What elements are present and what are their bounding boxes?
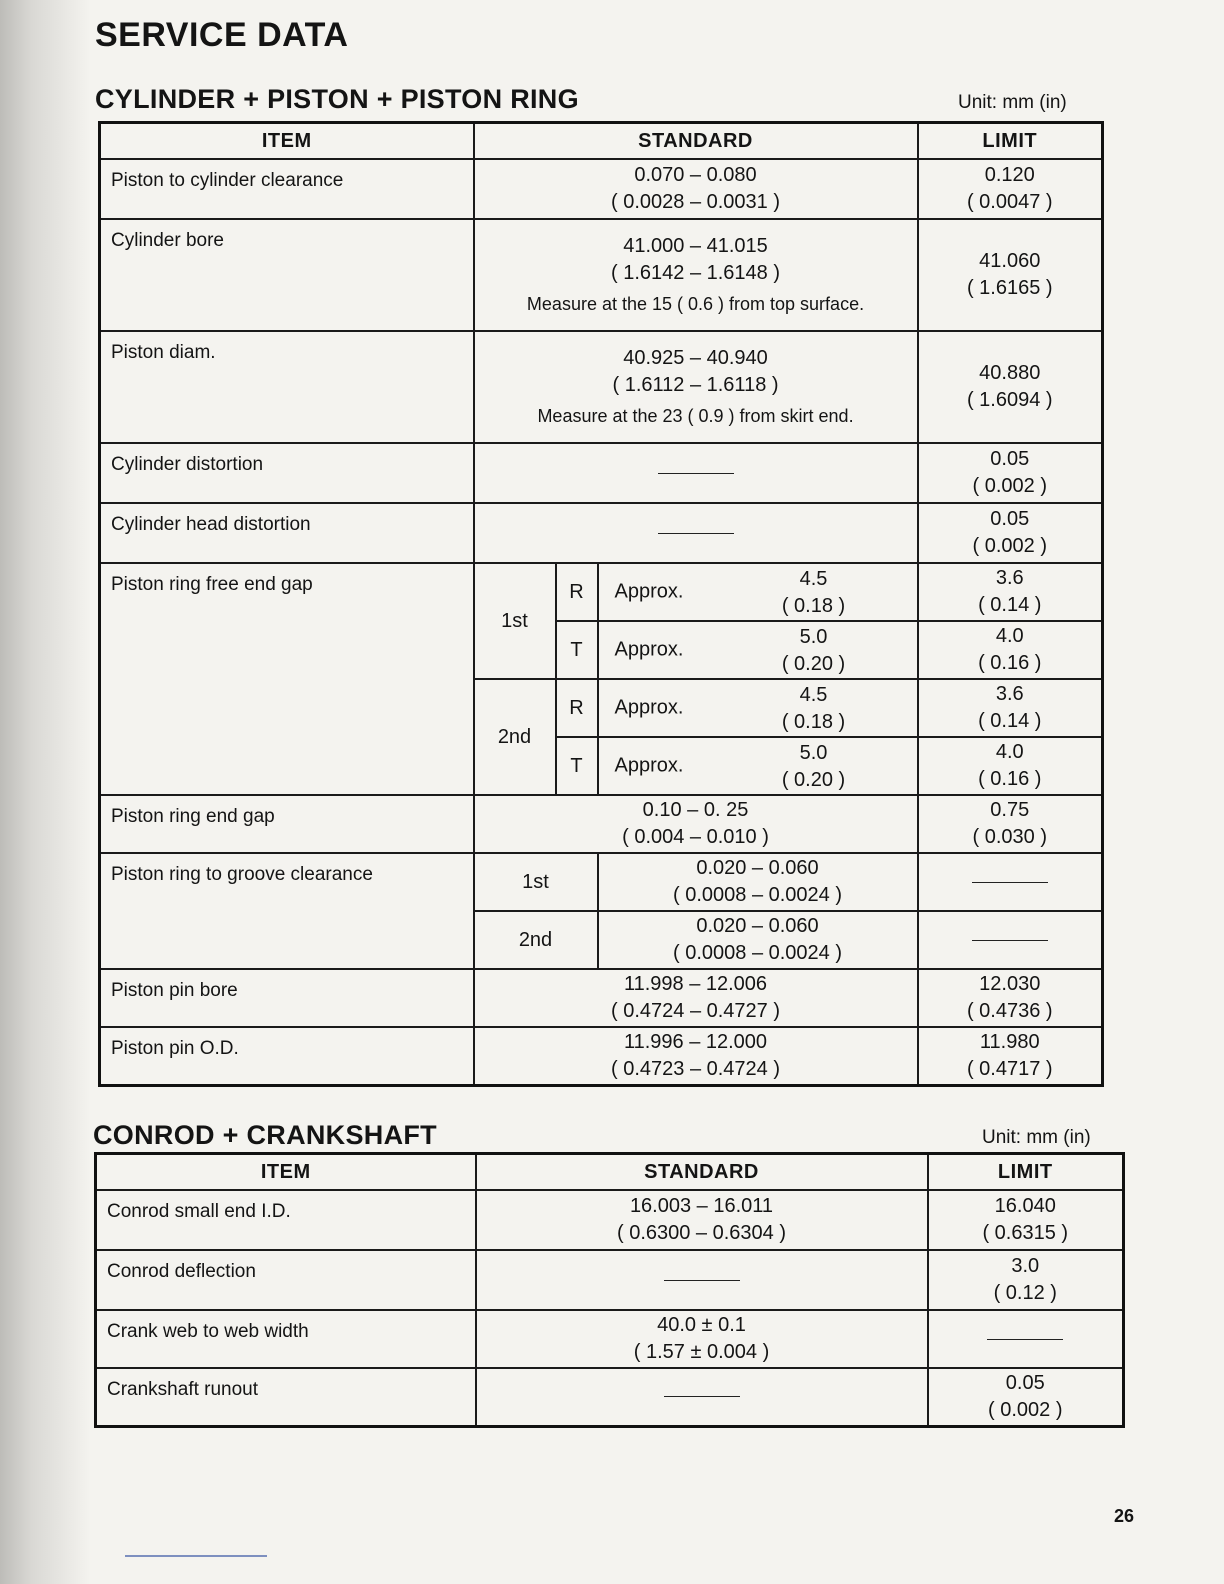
cylinder-piston-table <box>98 121 1104 1087</box>
table-row <box>96 1310 1124 1368</box>
approx-label: Approx. <box>614 754 684 777</box>
row-label: Conrod small end I.D. <box>96 1190 476 1250</box>
lim-mm: 11.980 <box>979 1030 1040 1053</box>
ring-2nd-label: 2nd <box>474 911 598 969</box>
std-mm: 16.003 – 16.011 <box>629 1195 774 1217</box>
std-mm: 11.998 – 12.006 <box>623 973 768 995</box>
table-header-row <box>96 1154 1124 1191</box>
ring-1st-label: 1st <box>474 853 598 911</box>
row-label: Piston ring end gap <box>100 795 474 853</box>
std-in: ( 1.57 ± 0.004 ) <box>633 1341 770 1363</box>
dash-line <box>658 473 734 474</box>
lim-in: ( 0.030 ) <box>972 826 1047 848</box>
standard-value <box>598 911 918 969</box>
std-in: ( 0.0028 – 0.0031 ) <box>611 191 781 213</box>
std-in: ( 0.18 ) <box>781 595 846 617</box>
ring-r-label: R <box>556 563 598 621</box>
lim-mm: 3.6 <box>995 683 1024 705</box>
table-row <box>100 795 1103 853</box>
row-label: Conrod deflection <box>96 1250 476 1310</box>
row-label: Cylinder distortion <box>100 443 474 503</box>
standard-value <box>476 1190 928 1250</box>
table-row <box>100 969 1103 1027</box>
lim-mm: 4.0 <box>995 741 1024 763</box>
std-mm: 5.0 <box>799 626 828 648</box>
limit-value <box>918 679 1103 737</box>
lim-in: ( 0.16 ) <box>978 768 1042 790</box>
limit-value <box>928 1250 1124 1310</box>
lim-mm: 16.040 <box>994 1195 1056 1217</box>
standard-value <box>598 853 918 911</box>
table-row <box>100 1027 1103 1085</box>
limit-value <box>918 737 1103 795</box>
std-in: ( 1.6112 – 1.6118 ) <box>612 373 779 396</box>
std-mm: 0.020 – 0.060 <box>696 857 819 879</box>
standard-value <box>474 795 918 853</box>
lim-mm: 3.0 <box>1011 1255 1040 1277</box>
std-mm: 5.0 <box>799 742 828 764</box>
lim-in: ( 0.0047 ) <box>966 191 1053 213</box>
limit-value <box>918 331 1103 443</box>
limit-value <box>918 795 1103 853</box>
standard-value <box>474 1027 918 1085</box>
ring-t-label: T <box>556 737 598 795</box>
lim-mm: 41.060 <box>979 250 1041 272</box>
lim-in: ( 0.16 ) <box>978 652 1042 674</box>
ring-t-label: T <box>556 621 598 679</box>
standard-value <box>598 737 918 795</box>
header-limit: LIMIT <box>918 123 1103 160</box>
table-row <box>100 159 1103 219</box>
limit-value <box>918 1027 1103 1085</box>
approx-label: Approx. <box>614 580 684 603</box>
standard-empty-dash <box>474 503 918 563</box>
header-item: ITEM <box>96 1154 476 1191</box>
limit-value <box>918 219 1103 331</box>
standard-value <box>598 563 918 621</box>
limit-value <box>918 159 1103 219</box>
lim-mm: 0.75 <box>990 799 1030 821</box>
std-in: ( 0.0008 – 0.0024 ) <box>673 884 843 906</box>
ring-2nd-label: 2nd <box>474 679 556 795</box>
table-row <box>96 1190 1124 1250</box>
lim-in: ( 0.002 ) <box>972 475 1047 497</box>
standard-value <box>598 621 918 679</box>
row-label: Cylinder bore <box>100 219 474 331</box>
std-in: ( 0.20 ) <box>781 653 846 675</box>
page-edge-shadow <box>0 0 90 1584</box>
lim-in: ( 1.6165 ) <box>966 277 1053 299</box>
standard-value <box>598 679 918 737</box>
section-title-cylinder: CYLINDER + PISTON + PISTON RING <box>95 84 579 114</box>
table-row <box>100 219 1103 331</box>
limit-empty-dash <box>918 911 1103 969</box>
dash-line <box>664 1396 740 1397</box>
lim-mm: 40.880 <box>979 362 1041 384</box>
lim-mm: 0.05 <box>990 508 1030 530</box>
std-mm: 4.5 <box>799 684 828 706</box>
limit-value <box>918 969 1103 1027</box>
standard-value <box>474 331 918 443</box>
lim-mm: 4.0 <box>995 625 1024 647</box>
table-row <box>100 331 1103 443</box>
lim-in: ( 0.002 ) <box>988 1398 1063 1421</box>
dash-line <box>987 1339 1063 1340</box>
std-in: ( 0.4723 – 0.4724 ) <box>611 1057 781 1080</box>
row-label: Piston ring free end gap <box>100 563 474 795</box>
measure-note: Measure at the 15 ( 0.6 ) from top surface. <box>526 293 865 314</box>
table-row <box>100 853 1103 911</box>
limit-value <box>918 443 1103 503</box>
table-row <box>96 1250 1124 1310</box>
limit-value <box>928 1190 1124 1250</box>
approx-label: Approx. <box>614 696 684 719</box>
page-title: SERVICE DATA <box>95 16 349 54</box>
lim-in: ( 0.14 ) <box>978 710 1042 732</box>
standard-empty-dash <box>474 443 918 503</box>
limit-empty-dash <box>918 853 1103 911</box>
row-label: Piston pin bore <box>100 969 474 1027</box>
limit-empty-dash <box>928 1310 1124 1368</box>
table-row <box>100 443 1103 503</box>
row-label: Piston to cylinder clearance <box>100 159 474 219</box>
lim-mm: 0.05 <box>990 448 1030 470</box>
dash-line <box>972 882 1048 883</box>
std-mm: 41.000 – 41.015 <box>623 234 768 257</box>
lim-in: ( 0.4736 ) <box>966 1000 1053 1022</box>
unit-label-cylinder: Unit: mm (in) <box>958 92 1067 113</box>
lim-in: ( 1.6094 ) <box>966 389 1053 411</box>
dash-line <box>658 533 734 534</box>
ring-r-label: R <box>556 679 598 737</box>
row-label: Piston pin O.D. <box>100 1027 474 1085</box>
table-row <box>100 563 1103 621</box>
lim-in: ( 0.6315 ) <box>982 1222 1069 1244</box>
std-in: ( 0.18 ) <box>781 711 846 733</box>
standard-value <box>476 1310 928 1368</box>
std-mm: 40.0 ± 0.1 <box>657 1314 746 1336</box>
ring-1st-label: 1st <box>474 563 556 679</box>
std-mm: 11.996 – 12.000 <box>623 1030 768 1053</box>
lim-in: ( 0.002 ) <box>972 535 1047 557</box>
std-mm: 4.5 <box>799 568 828 590</box>
limit-value <box>918 563 1103 621</box>
lim-in: ( 0.4717 ) <box>966 1057 1053 1080</box>
std-in: ( 0.4724 – 0.4727 ) <box>611 1000 781 1022</box>
limit-value <box>918 621 1103 679</box>
header-limit: LIMIT <box>928 1154 1124 1191</box>
header-standard: STANDARD <box>476 1154 928 1191</box>
unit-label-conrod: Unit: mm (in) <box>982 1127 1091 1148</box>
std-mm: 0.020 – 0.060 <box>696 915 819 937</box>
std-mm: 0.070 – 0.080 <box>634 164 757 186</box>
table-row <box>96 1368 1124 1426</box>
standard-empty-dash <box>476 1368 928 1426</box>
lim-mm: 0.05 <box>1005 1371 1045 1394</box>
std-in: ( 0.6300 – 0.6304 ) <box>616 1222 786 1244</box>
lim-in: ( 0.14 ) <box>978 594 1042 616</box>
std-mm: 40.925 – 40.940 <box>623 346 768 369</box>
dash-line <box>972 940 1048 941</box>
section-title-conrod: CONROD + CRANKSHAFT <box>93 1120 437 1150</box>
standard-value <box>474 969 918 1027</box>
conrod-crankshaft-table <box>94 1152 1125 1428</box>
approx-label: Approx. <box>614 638 684 661</box>
std-in: ( 0.004 – 0.010 ) <box>622 826 769 848</box>
lim-mm: 3.6 <box>995 567 1024 589</box>
page-number: 26 <box>1114 1506 1135 1526</box>
header-item: ITEM <box>100 123 474 160</box>
lim-mm: 0.120 <box>984 164 1035 186</box>
lim-in: ( 0.12 ) <box>993 1282 1057 1304</box>
limit-value <box>918 503 1103 563</box>
lim-mm: 12.030 <box>979 973 1041 995</box>
table-row <box>100 503 1103 563</box>
standard-empty-dash <box>476 1250 928 1310</box>
standard-value <box>474 219 918 331</box>
row-label: Crank web to web width <box>96 1310 476 1368</box>
row-label: Piston ring to groove clearance <box>100 853 474 969</box>
row-label: Cylinder head distortion <box>100 503 474 563</box>
std-in: ( 1.6142 – 1.6148 ) <box>611 261 781 284</box>
row-label: Crankshaft runout <box>96 1368 476 1426</box>
measure-note: Measure at the 23 ( 0.9 ) from skirt end. <box>537 405 854 426</box>
std-mm: 0.10 – 0. 25 <box>642 799 749 821</box>
row-label: Piston diam. <box>100 331 474 443</box>
dash-line <box>664 1280 740 1281</box>
footer-line <box>125 1555 267 1557</box>
header-standard: STANDARD <box>474 123 918 160</box>
std-in: ( 0.20 ) <box>781 769 846 791</box>
table-header-row <box>100 123 1103 160</box>
standard-value <box>474 159 918 219</box>
std-in: ( 0.0008 – 0.0024 ) <box>673 942 843 964</box>
limit-value <box>928 1368 1124 1426</box>
